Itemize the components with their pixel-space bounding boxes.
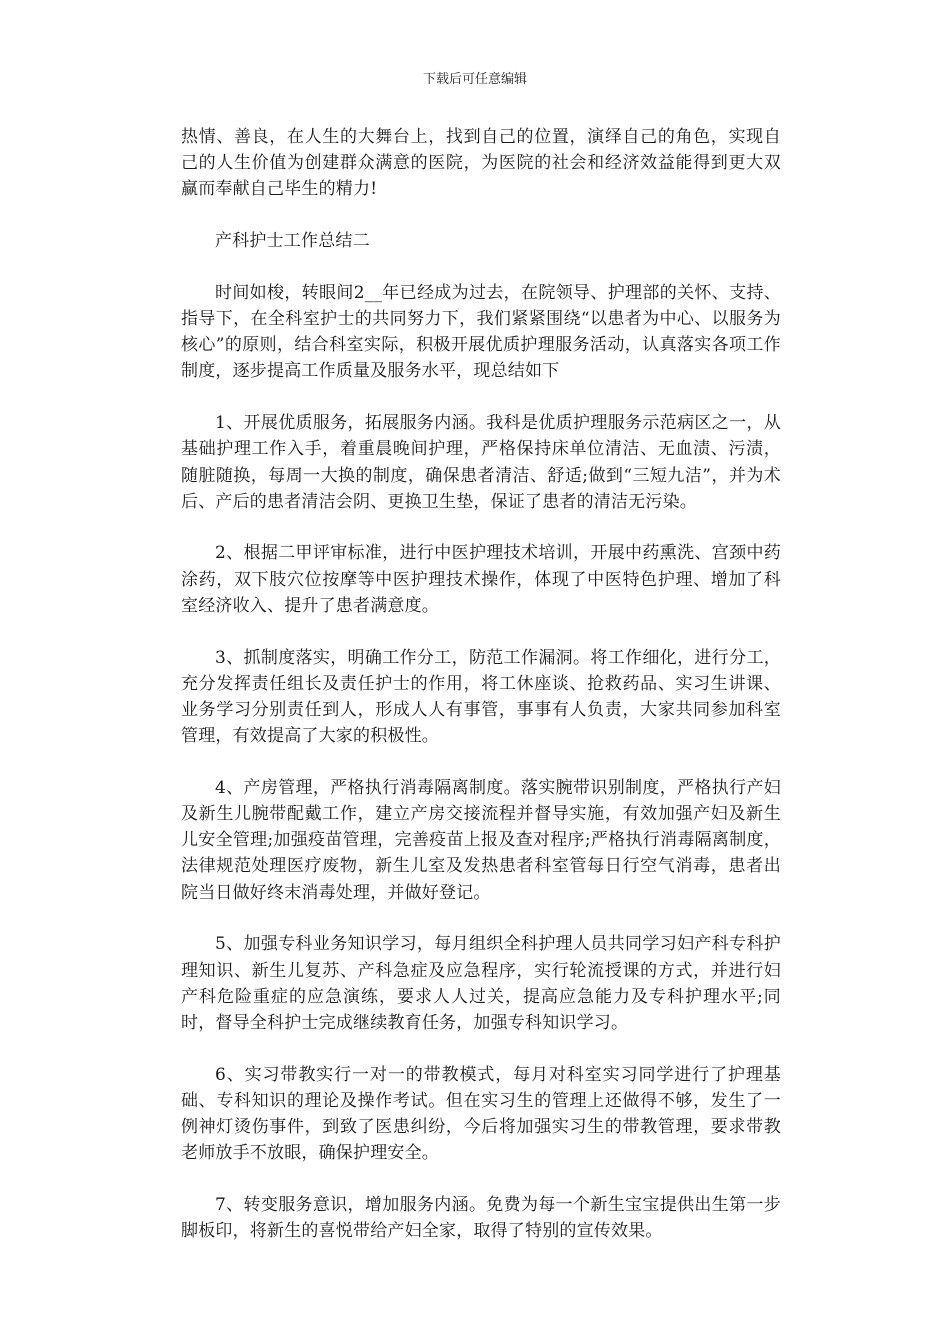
list-item-1: 1、开展优质服务，拓展服务内涵。我科是优质护理服务示范病区之一，从基础护理工作入手，着重晨晚间护理，严格保持床单位清洁、无血渍、污渍，随脏随换，每周一大换的制度，确保患者清洁、舒适;做到“三短九洁”，并为术后、产后的患者清洁会阴、更换卫生垫，保证了患者的清洁无污染。 — [181, 413, 781, 512]
document-body — [181, 124, 781, 1270]
list-item-5: 5、加强专科业务知识学习，每月组织全科护理人员共同学习妇产科专科护理知识、新生儿复苏、产科急症及应急程序，实行轮流授课的方式，并进行妇产科危险重症的应急演练，要求人人过关，提高应急能力及专科护理水平;同时，督导全科护士完成继续教育任务，加强专科知识学习。 — [181, 934, 781, 1033]
page-header-note: 下载后可任意编辑 — [422, 72, 527, 87]
list-item-6: 6、实习带教实行一对一的带教模式，每月对科室实习同学进行了护理基础、专科知识的理论及操作考试。但在实习生的管理上还做得不够，发生了一例神灯烫伤事件，到致了医患纠纷，今后将加强实习生的带教管理，要求带教老师放手不放眼，确保护理安全。 — [181, 1064, 781, 1164]
list-item-2: 2、根据二甲评审标准，进行中医护理技术培训，开展中药熏洗、宫颈中药涂药，双下肢穴位按摩等中医护理技术操作，体现了中医特色护理、增加了科室经济收入、提升了患者满意度。 — [181, 543, 781, 616]
intro-paragraph: 热情、善良，在人生的大舞台上，找到自己的位置，演绎自己的角色，实现自己的人生价值为创建群众满意的医院，为医院的社会和经济效益能得到更大双赢而奉献自己毕生的精力! — [181, 127, 781, 200]
section-subtitle: 产科护士工作总结二 — [215, 231, 370, 252]
list-item-7: 7、转变服务意识，增加服务内涵。免费为每一个新生宝宝提供出生第一步脚板印，将新生的喜悦带给产妇全家，取得了特别的宣传效果。 — [181, 1195, 781, 1242]
list-item-3: 3、抓制度落实，明确工作分工，防范工作漏洞。将工作细化，进行分工，充分发挥责任组长及责任护士的作用，将工休座谈、抢救药品、实习生讲课、业务学习分别责任到人，形成人人有事管，事事有人负责，大家共同参加科室管理，有效提高了大家的积极性。 — [181, 647, 781, 747]
opening-paragraph: 时间如梭，转眼间2__年已经成为过去，在院领导、护理部的关怀、支持、指导下，在全科室护士的共同努力下，我们紧紧围绕“以患者为中心、以服务为核心”的原则，结合科室实际，积极开展优质护理服务活动，认真落实各项工作制度，逐步提高工作质量及服务水平，现总结如下 — [181, 282, 781, 382]
list-item-4: 4、产房管理，严格执行消毒隔离制度。落实腕带识别制度，严格执行产妇及新生儿腕带配戴工作，建立产房交接流程并督导实施，有效加强产妇及新生儿安全管理;加强疫苗管理，完善疫苗上报及查对程序;严格执行消毒隔离制度，法律规范处理医疗废物，新生儿室及发热患者科室管每日行空气消毒，患者出院当日做好终末消毒处理，并做好登记。 — [181, 777, 781, 903]
